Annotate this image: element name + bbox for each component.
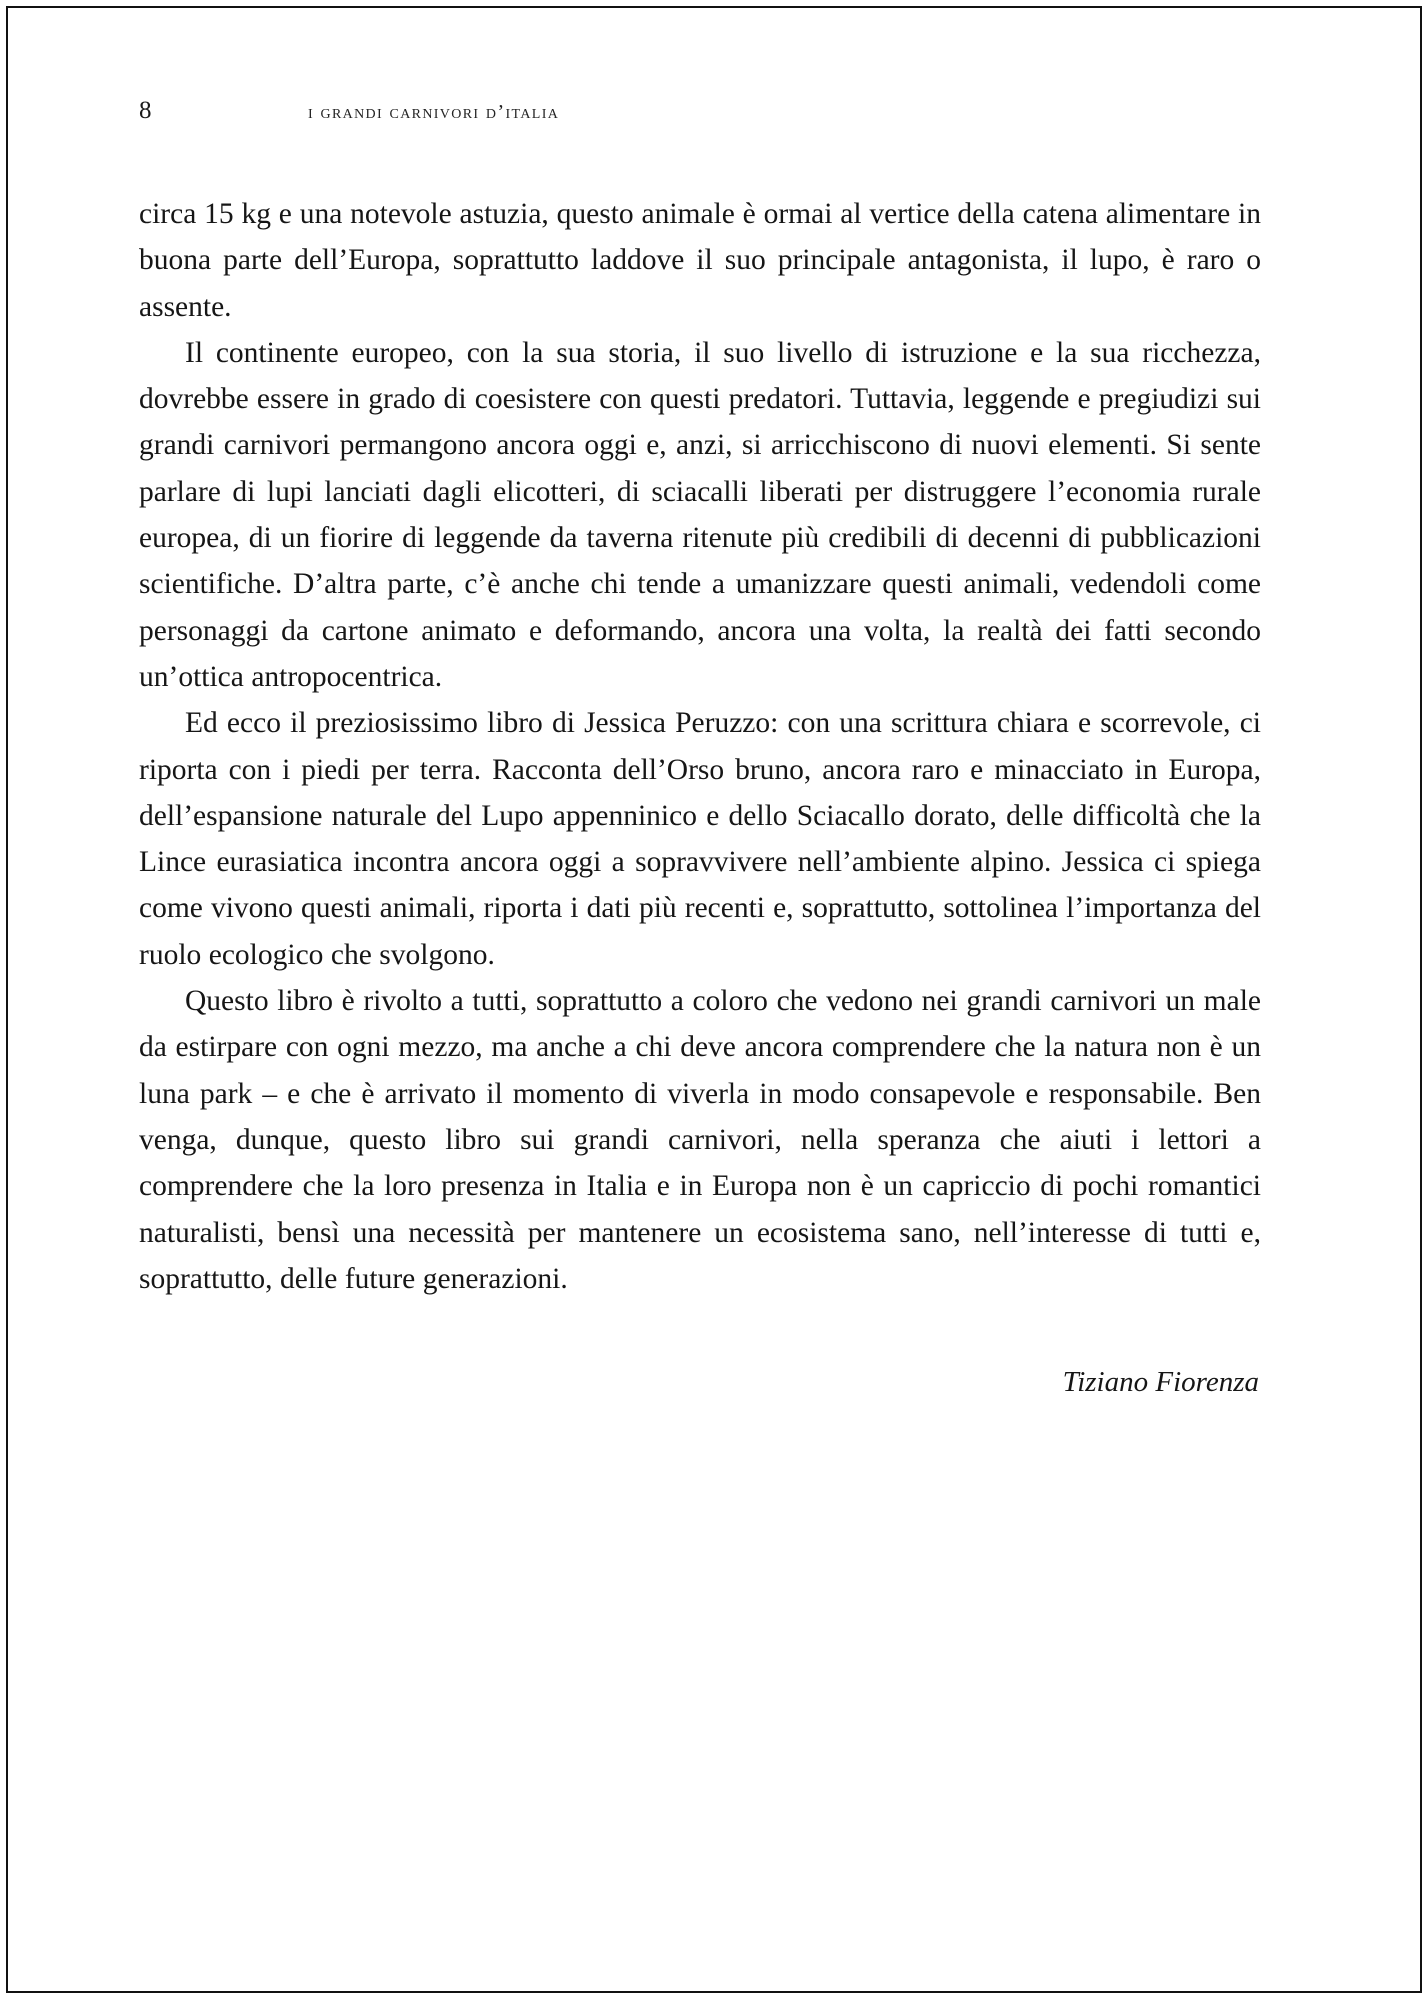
running-head — [139, 95, 1264, 135]
paragraph-1: circa 15 kg e una notevole astuzia, questo animale è ormai al vertice della catena alimentare in buona parte dell’Europa, soprattutto laddove il suo principale antagonista, il lupo, è raro o assente. — [139, 198, 1261, 323]
running-head-title: i grandi carnivori d’italia — [308, 101, 560, 123]
page-number: 8 — [139, 97, 152, 124]
author-signature: Tiziano Fiorenza — [1062, 1366, 1259, 1399]
paragraph-3: Ed ecco il preziosissimo libro di Jessica Peruzzo: con una scrittura chiara e scorrevole, ci riporta con i piedi per terra. Racconta dell’Orso bruno, ancora raro e minacciato in Europa, dell’espansione naturale del Lupo appenninico e dello Sciacallo dorato, delle difficoltà che la Lince eurasiatica incontra ancora oggi a sopravvivere nell’ambiente alpino. Jessica ci spiega come vivono questi animali, riporta i dati più recenti e, soprattutto, sottolinea l’importanza del ruolo ecologico che svolgono. — [139, 707, 1261, 971]
body-text — [139, 191, 1261, 1404]
paragraph-2: Il continente europeo, con la sua storia, il suo livello di istruzione e la sua ricchezza, dovrebbe essere in grado di coesistere con questi predatori. Tuttavia, leggende e pregiudizi sui grandi carnivori permangono ancora oggi e, anzi, si arricchiscono di nuovi elementi. Si sente parlare di lupi lanciati dagli elicotteri, di sciacalli liberati per distruggere l’economia rurale europea, di un fiorire di leggende da taverna ritenute più credibili di decenni di pubblicazioni scientifiche. D’altra parte, c’è anche chi tende a umanizzare questi animali, vedendoli come personaggi da cartone animato e deformando, ancora una volta, la realtà dei fatti secondo un’ottica antropocentrica. — [139, 336, 1261, 693]
page-content — [139, 95, 1264, 1404]
paragraph-4: Questo libro è rivolto a tutti, soprattutto a coloro che vedono nei grandi carnivori un male da estirpare con ogni mezzo, ma anche a chi deve ancora comprendere che la natura non è un luna park – e che è arrivato il momento di viverla in modo consapevole e responsabile. Ben venga, dunque, questo libro sui grandi carnivori, nella speranza che aiuti i lettori a comprendere che la loro presenza in Italia e in Europa non è un capriccio di pochi romantici naturalisti, bensì una necessità per mantenere un ecosistema sano, nell’interesse di tutti e, soprattutto, delle future generazioni. — [139, 985, 1261, 1295]
